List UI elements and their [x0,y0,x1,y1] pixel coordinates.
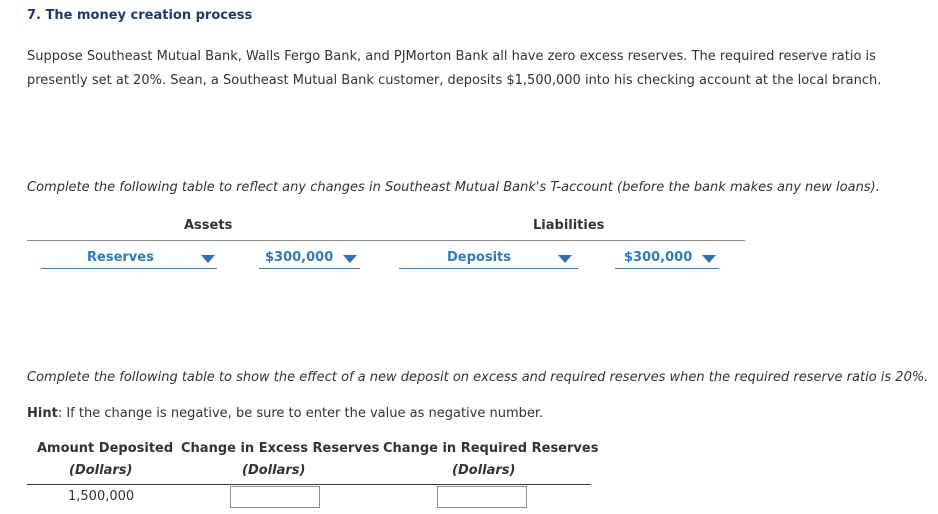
assets-item-value: Reserves [87,250,154,265]
reserves-instruction: Complete the following table to show the effect of a new deposit on excess and required reserves when the required reserve ratio is 20%. [27,370,929,385]
chevron-down-icon [343,255,357,263]
col-amount-deposited-unit: (Dollars) [69,463,133,478]
assets-header: Assets [184,218,233,233]
amount-deposited-value: 1,500,000 [68,489,135,504]
col-required-reserves-header: Change in Required Reserves [383,441,599,456]
reserves-table-divider [27,484,591,485]
assets-amount-dropdown[interactable] [259,249,360,269]
liabilities-header: Liabilities [533,218,605,233]
t-account-divider [27,240,745,241]
question-title: 7. The money creation process [27,8,253,23]
col-excess-reserves-header: Change in Excess Reserves [181,441,380,456]
chevron-down-icon [201,255,215,263]
liabilities-amount-dropdown[interactable] [615,249,719,269]
col-excess-reserves-unit: (Dollars) [242,463,306,478]
liabilities-amount-value: $300,000 [624,250,693,265]
assets-item-dropdown[interactable] [41,249,217,269]
hint-body: : If the change is negative, be sure to enter the value as negative number. [57,406,544,421]
t-account-instruction: Complete the following table to reflect any changes in Southeast Mutual Bank's T-account (before the bank makes any new loans). [27,180,880,195]
excess-reserves-input[interactable] [230,486,320,508]
col-amount-deposited-header: Amount Deposited [37,441,174,456]
liabilities-item-dropdown[interactable] [399,249,578,269]
chevron-down-icon [702,255,716,263]
chevron-down-icon [558,255,572,263]
hint-text [27,406,543,421]
assets-amount-value: $300,000 [265,250,334,265]
liabilities-item-value: Deposits [447,250,511,265]
hint-label: Hint [27,406,58,421]
required-reserves-input[interactable] [437,486,527,508]
question-intro: Suppose Southeast Mutual Bank, Walls Fergo Bank, and PJMorton Bank all have zero excess reserves. The required reserve ratio is presently set at 20%. Sean, a Southeast Mutual Bank customer, deposits $1,500,000 into his checking account at the local branch. [27,49,882,88]
col-required-reserves-unit: (Dollars) [452,463,516,478]
